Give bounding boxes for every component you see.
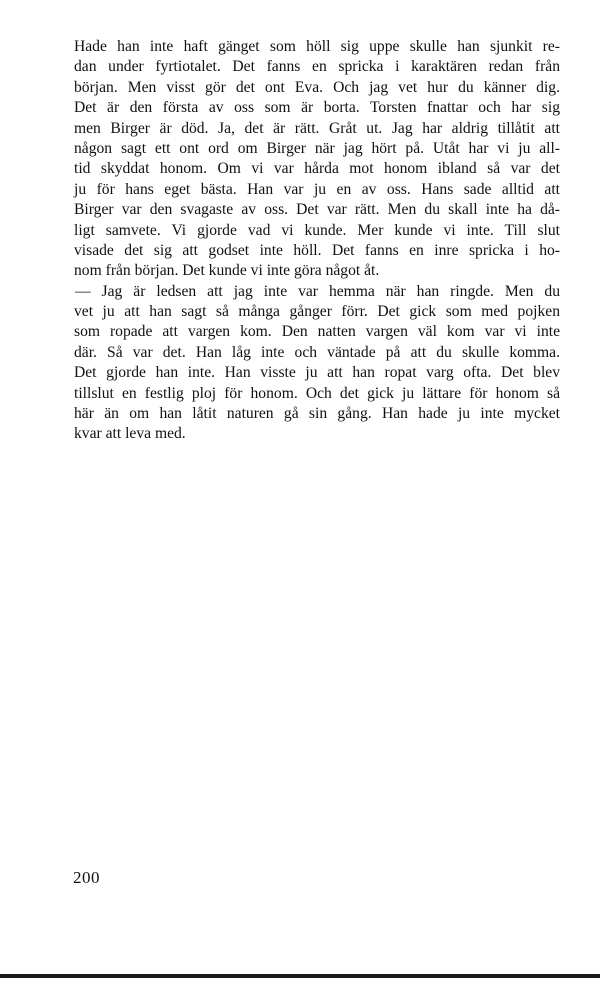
scan-edge-divider [0,974,600,978]
body-text [74,37,560,445]
text-line: här än om han låtit naturen gå sin gång. Han hade ju inte mycket [74,405,560,423]
text-line: Det gjorde han inte. Han visste ju att han ropat varg ofta. Det blev [74,364,560,382]
text-line: där. Så var det. Han låg inte och väntade på att du skulle komma. [74,343,560,361]
page-number: 200 [73,868,100,887]
text-line: Hade han inte haft gänget som höll sig uppe skulle han sjunkit re- [74,38,560,55]
text-line: men Birger är död. Ja, det är rätt. Gråt ut. Jag har aldrig tillåtit att [74,119,560,137]
text-line: dan under fyrtiotalet. Det fanns en spricka i karaktären redan från [74,58,560,76]
text-line: nom från början. Det kunde vi inte göra något åt. [74,262,380,280]
text-line: vet ju att han sagt så många gånger förr. Det gick som med pojken [74,303,560,321]
text-line: ligt samvete. Vi gjorde vad vi kunde. Mer kunde vi inte. Till slut [74,221,560,239]
text-line: — Jag är ledsen att jag inte var hemma när han ringde. Men du [75,282,560,300]
text-line: tillslut en festlig ploj för honom. Och det gick ju lättare för honom så [74,384,560,402]
text-line: Det är den första av oss som är borta. Torsten fnattar och har sig [74,99,560,117]
text-line: visade det sig att godset inte höll. Det fanns en inre spricka i ho- [74,241,560,259]
text-line: någon sagt ett ont ord om Birger när jag hört på. Utåt har vi ju all- [74,139,560,157]
text-line: tid skyddat honom. Om vi var hårda mot honom ibland så var det [74,160,560,178]
text-line: som ropade att vargen kom. Den natten vargen väl kom var vi inte [74,323,560,341]
text-line: kvar att leva med. [74,425,186,443]
text-line: Birger var den svagaste av oss. Det var rätt. Men du skall inte ha då- [74,201,560,219]
text-line: ju för hans eget bästa. Han var ju en av oss. Hans sade alltid att [74,180,560,198]
text-line: början. Men visst gör det ont Eva. Och jag vet hur du känner dig. [74,78,560,96]
